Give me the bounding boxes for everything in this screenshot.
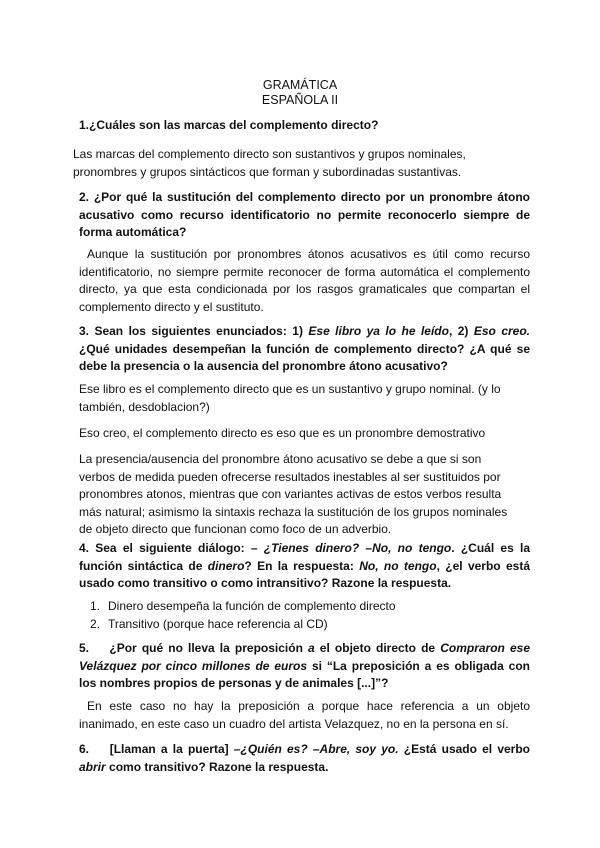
answer-4-list [79, 598, 519, 633]
question-3-example-2: Eso creo. [473, 324, 531, 338]
list-number: 1. [90, 599, 101, 613]
question-6-dialogue: ¿Quién es? –Abre, soy yo. [240, 742, 399, 756]
title-line-1: GRAMÁTICA [262, 78, 338, 92]
question-4-dialogue: ¿Tienes dinero? –No, no tengo [263, 541, 452, 555]
question-5-example: Compraron ese Velázquez por cinco millones de euros [79, 641, 530, 673]
question-4-part: , ¿el verbo está usado como transitivo o como intransitivo? Razone la respuesta. [79, 558, 530, 590]
answer-1: Las marcas del complemento directo son sustantivos y grupos nominales, pronombres y grupos sintácticos que forman y subordinadas sustantivas. [73, 147, 466, 179]
question-3-example-1: Ese libro ya lo he leído [308, 324, 449, 338]
question-4-answer-quote: No, no tengo [359, 558, 437, 573]
question-2: 2. ¿Por qué la sustitución del complemento directo por un pronombre átono acusativo como recurso identificatorio no permite reconocerlo siempre de forma automática? [79, 190, 530, 239]
question-6-verb: abrir [79, 759, 106, 774]
question-4-part: 4. Sea el siguiente diálogo: – [79, 541, 264, 555]
list-item-text: Transitivo (porque hace referencia al CD) [108, 616, 328, 631]
question-5-part: 5. ¿Por qué no lleva la preposición [79, 641, 309, 655]
question-5-preposition: a [308, 641, 315, 655]
question-6-part: ¿Está usado el verbo [398, 742, 530, 756]
question-5 [79, 640, 530, 693]
question-4-word: dinero [207, 558, 245, 573]
question-4-part: . ¿Cuál es la función sintáctica de [79, 541, 530, 573]
question-5-part: si “La preposición a es obligada con los nombres propios de personas y de animales [...]”? [79, 658, 530, 690]
question-6-part: como transitivo? Razone la respuesta. [105, 759, 329, 774]
list-number: 2. [90, 616, 101, 631]
title-line-2: ESPAÑOLA II [261, 93, 339, 107]
document-title [0, 78, 600, 108]
question-1: 1.¿Cuáles son las marcas del complemento directo? [79, 118, 379, 132]
answer-2: Aunque la sustitución por pronombres átonos acusativos es útil como recurso identificatorio, no siempre permite reconocer de forma automática el complemento directo, ya que esta condicionada por los rasgos gramaticales que compartan el complemento directo y el sustituto. [79, 247, 530, 314]
answer-5: En este caso no hay la preposición a porque hace referencia a un objeto inanimado, en este caso un cuadro del artista Velazquez, no en la persona en sí. [79, 699, 530, 731]
question-3 [79, 323, 530, 376]
list-item [79, 616, 519, 634]
list-item [79, 598, 519, 616]
question-4-part: ? En la respuesta: [244, 558, 360, 573]
answer-3-paragraph-3: La presencia/ausencia del pronombre átono acusativo se debe a que si son verbos de medida pueden ofrecerse resultados inestables al ser sustituidos por pronombres atonos, mientras que con variantes activas de estos verbos resulta más natural; asimismo la sintaxis rechaza la sustitución de los grupos nominales de objeto directo que funcionan como foco de un adverbio. [79, 452, 508, 536]
answer-3-paragraph-2: Eso creo, el complemento directo es eso que es un pronombre demostrativo [79, 426, 486, 440]
question-6-part: 6. [Llaman a la puerta] – [79, 742, 241, 756]
question-6 [79, 741, 530, 776]
question-3-part: 3. Sean los siguientes enunciados: 1) [79, 324, 309, 338]
question-3-part: ¿Qué unidades desempeñan la función de complemento directo? ¿A qué se debe la presencia o la ausencia del pronombre átono acusativo? [79, 341, 530, 373]
list-item-text: Dinero desempeña la función de complemento directo [108, 599, 396, 613]
question-5-part: el objeto directo de [314, 641, 441, 655]
question-3-part: , 2) [448, 324, 474, 338]
question-4 [79, 540, 530, 593]
answer-3-paragraph-1: Ese libro es el complemento directo que es un sustantivo y grupo nominal. (y lo también, desdoblacion?) [79, 382, 501, 414]
